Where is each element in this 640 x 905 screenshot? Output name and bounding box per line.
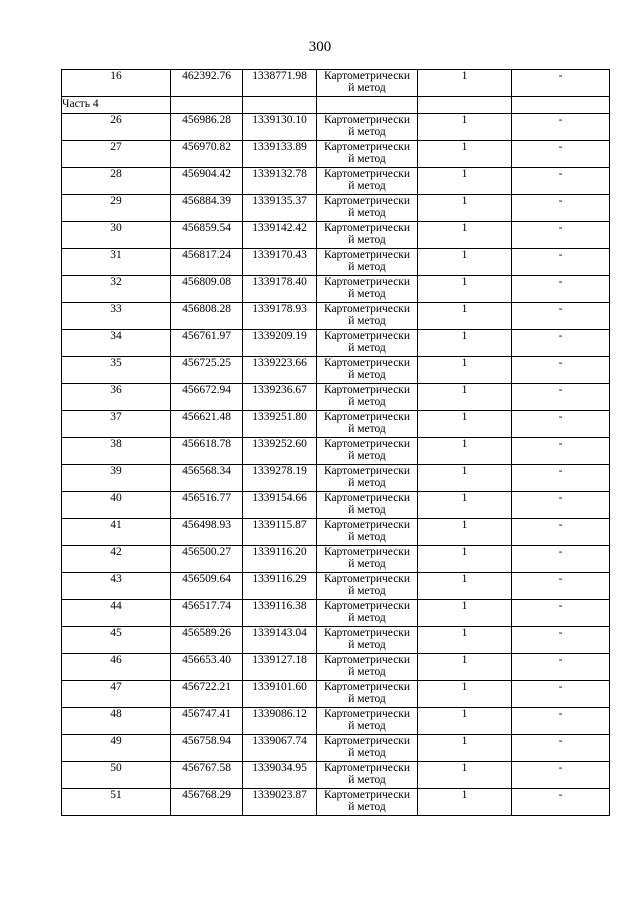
method-cell — [317, 465, 418, 492]
method-line-2: й метод — [348, 153, 386, 165]
coordinate-y: 1339067.74 — [243, 735, 317, 762]
note-value: - — [512, 681, 610, 708]
point-number: 45 — [62, 627, 171, 654]
method-line-1: Картометрически — [323, 492, 411, 504]
method-line-1: Картометрически — [323, 70, 411, 82]
note-value: - — [512, 141, 610, 168]
method-cell — [317, 546, 418, 573]
note-value: - — [512, 654, 610, 681]
method-line-2: й метод — [348, 234, 386, 246]
method-cell — [317, 573, 418, 600]
method-cell — [317, 330, 418, 357]
method-line-2: й метод — [348, 423, 386, 435]
note-value: - — [512, 735, 610, 762]
note-value: - — [512, 384, 610, 411]
coordinate-y: 1339143.04 — [243, 627, 317, 654]
point-number: 26 — [62, 114, 171, 141]
coordinate-x: 456859.54 — [171, 222, 243, 249]
table-row — [62, 276, 610, 303]
method-line-1: Картометрически — [323, 195, 411, 207]
coordinate-y: 1339116.20 — [243, 546, 317, 573]
table-row — [62, 681, 610, 708]
method-line-2: й метод — [348, 126, 386, 138]
point-number: 40 — [62, 492, 171, 519]
empty-cell — [171, 97, 243, 114]
point-number: 27 — [62, 141, 171, 168]
accuracy-value: 1 — [418, 600, 512, 627]
method-cell — [317, 276, 418, 303]
accuracy-value: 1 — [418, 330, 512, 357]
coordinate-y: 1339178.93 — [243, 303, 317, 330]
table-row — [62, 222, 610, 249]
coordinate-y: 1339132.78 — [243, 168, 317, 195]
coordinate-x: 456672.94 — [171, 384, 243, 411]
table-row — [62, 114, 610, 141]
method-cell — [317, 438, 418, 465]
accuracy-value: 1 — [418, 70, 512, 97]
coordinate-x: 456500.27 — [171, 546, 243, 573]
coordinate-x: 456653.40 — [171, 654, 243, 681]
method-line-2: й метод — [348, 774, 386, 786]
coordinate-y: 1338771.98 — [243, 70, 317, 97]
part-label: Часть 4 — [62, 97, 171, 114]
method-line-1: Картометрически — [323, 303, 411, 315]
method-cell — [317, 681, 418, 708]
method-line-1: Картометрически — [323, 330, 411, 342]
point-number: 28 — [62, 168, 171, 195]
note-value: - — [512, 789, 610, 816]
table-row — [62, 519, 610, 546]
method-line-1: Картометрически — [323, 789, 411, 801]
accuracy-value: 1 — [418, 465, 512, 492]
coordinate-y: 1339209.19 — [243, 330, 317, 357]
method-cell — [317, 600, 418, 627]
coordinate-y: 1339116.38 — [243, 600, 317, 627]
method-line-2: й метод — [348, 342, 386, 354]
coordinate-y: 1339034.95 — [243, 762, 317, 789]
method-line-2: й метод — [348, 477, 386, 489]
coordinate-y: 1339127.18 — [243, 654, 317, 681]
accuracy-value: 1 — [418, 762, 512, 789]
coordinate-y: 1339236.67 — [243, 384, 317, 411]
note-value: - — [512, 708, 610, 735]
point-number: 47 — [62, 681, 171, 708]
coordinate-x: 456986.28 — [171, 114, 243, 141]
accuracy-value: 1 — [418, 627, 512, 654]
accuracy-value: 1 — [418, 411, 512, 438]
note-value: - — [512, 114, 610, 141]
coordinate-x: 456517.74 — [171, 600, 243, 627]
method-line-2: й метод — [348, 369, 386, 381]
method-cell — [317, 70, 418, 97]
method-cell — [317, 411, 418, 438]
note-value: - — [512, 546, 610, 573]
method-line-2: й метод — [348, 585, 386, 597]
method-cell — [317, 357, 418, 384]
coordinate-x: 456884.39 — [171, 195, 243, 222]
point-number: 30 — [62, 222, 171, 249]
accuracy-value: 1 — [418, 681, 512, 708]
note-value: - — [512, 762, 610, 789]
coordinates-table-body — [62, 70, 610, 816]
method-cell — [317, 249, 418, 276]
table-row — [62, 627, 610, 654]
coordinate-y: 1339023.87 — [243, 789, 317, 816]
method-line-2: й метод — [348, 666, 386, 678]
coordinate-x: 456761.97 — [171, 330, 243, 357]
note-value: - — [512, 573, 610, 600]
method-line-2: й метод — [348, 531, 386, 543]
accuracy-value: 1 — [418, 249, 512, 276]
accuracy-value: 1 — [418, 546, 512, 573]
point-number: 50 — [62, 762, 171, 789]
coordinate-y: 1339252.60 — [243, 438, 317, 465]
coordinate-y: 1339133.89 — [243, 141, 317, 168]
point-number: 43 — [62, 573, 171, 600]
note-value: - — [512, 411, 610, 438]
coordinate-y: 1339086.12 — [243, 708, 317, 735]
accuracy-value: 1 — [418, 114, 512, 141]
coordinate-x: 456509.64 — [171, 573, 243, 600]
method-cell — [317, 735, 418, 762]
point-number: 39 — [62, 465, 171, 492]
coordinate-y: 1339135.37 — [243, 195, 317, 222]
point-number: 32 — [62, 276, 171, 303]
method-line-1: Картометрически — [323, 546, 411, 558]
table-row — [62, 357, 610, 384]
method-line-1: Картометрически — [323, 681, 411, 693]
table-row — [62, 195, 610, 222]
accuracy-value: 1 — [418, 789, 512, 816]
point-number: 35 — [62, 357, 171, 384]
method-line-1: Картометрически — [323, 114, 411, 126]
point-number: 41 — [62, 519, 171, 546]
coordinate-x: 456722.21 — [171, 681, 243, 708]
method-cell — [317, 492, 418, 519]
accuracy-value: 1 — [418, 384, 512, 411]
method-line-1: Картометрически — [323, 411, 411, 423]
point-number: 31 — [62, 249, 171, 276]
note-value: - — [512, 492, 610, 519]
note-value: - — [512, 357, 610, 384]
method-line-1: Картометрически — [323, 627, 411, 639]
method-line-1: Картометрически — [323, 384, 411, 396]
method-line-2: й метод — [348, 639, 386, 651]
coordinate-x: 456758.94 — [171, 735, 243, 762]
accuracy-value: 1 — [418, 168, 512, 195]
note-value: - — [512, 600, 610, 627]
table-row — [62, 438, 610, 465]
point-number: 44 — [62, 600, 171, 627]
point-number: 36 — [62, 384, 171, 411]
method-line-2: й метод — [348, 207, 386, 219]
coordinate-x: 456808.28 — [171, 303, 243, 330]
coordinate-y: 1339223.66 — [243, 357, 317, 384]
note-value: - — [512, 276, 610, 303]
method-line-1: Картометрически — [323, 168, 411, 180]
method-cell — [317, 762, 418, 789]
method-line-1: Картометрически — [323, 519, 411, 531]
method-line-2: й метод — [348, 82, 386, 94]
point-number: 38 — [62, 438, 171, 465]
accuracy-value: 1 — [418, 195, 512, 222]
method-line-1: Картометрически — [323, 762, 411, 774]
coordinate-x: 456516.77 — [171, 492, 243, 519]
coordinate-y: 1339116.29 — [243, 573, 317, 600]
accuracy-value: 1 — [418, 303, 512, 330]
empty-cell — [418, 97, 512, 114]
point-number: 16 — [62, 70, 171, 97]
accuracy-value: 1 — [418, 141, 512, 168]
method-line-2: й метод — [348, 801, 386, 813]
method-line-2: й метод — [348, 261, 386, 273]
coordinate-x: 456747.41 — [171, 708, 243, 735]
table-row — [62, 654, 610, 681]
method-line-1: Картометрически — [323, 654, 411, 666]
table-row — [62, 465, 610, 492]
method-cell — [317, 654, 418, 681]
point-number: 48 — [62, 708, 171, 735]
accuracy-value: 1 — [418, 276, 512, 303]
note-value: - — [512, 438, 610, 465]
note-value: - — [512, 70, 610, 97]
accuracy-value: 1 — [418, 654, 512, 681]
empty-cell — [243, 97, 317, 114]
accuracy-value: 1 — [418, 519, 512, 546]
point-number: 37 — [62, 411, 171, 438]
point-number: 46 — [62, 654, 171, 681]
table-row — [62, 573, 610, 600]
coordinate-x: 456768.29 — [171, 789, 243, 816]
coordinate-x: 456589.26 — [171, 627, 243, 654]
method-line-2: й метод — [348, 504, 386, 516]
table-row — [62, 70, 610, 97]
table-row — [62, 492, 610, 519]
part-header-row — [62, 97, 610, 114]
method-line-1: Картометрически — [323, 735, 411, 747]
method-line-1: Картометрически — [323, 600, 411, 612]
table-row — [62, 141, 610, 168]
coordinate-y: 1339115.87 — [243, 519, 317, 546]
method-line-2: й метод — [348, 180, 386, 192]
coordinate-y: 1339251.80 — [243, 411, 317, 438]
method-line-1: Картометрически — [323, 708, 411, 720]
method-cell — [317, 222, 418, 249]
coordinate-y: 1339142.42 — [243, 222, 317, 249]
coordinate-x: 456767.58 — [171, 762, 243, 789]
point-number: 29 — [62, 195, 171, 222]
accuracy-value: 1 — [418, 735, 512, 762]
note-value: - — [512, 249, 610, 276]
table-row — [62, 330, 610, 357]
method-line-2: й метод — [348, 396, 386, 408]
note-value: - — [512, 168, 610, 195]
point-number: 33 — [62, 303, 171, 330]
method-line-2: й метод — [348, 747, 386, 759]
coordinate-y: 1339154.66 — [243, 492, 317, 519]
coordinate-y: 1339130.10 — [243, 114, 317, 141]
table-row — [62, 708, 610, 735]
table-row — [62, 762, 610, 789]
table-row — [62, 735, 610, 762]
empty-cell — [317, 97, 418, 114]
table-row — [62, 303, 610, 330]
method-cell — [317, 384, 418, 411]
point-number: 51 — [62, 789, 171, 816]
coordinate-y: 1339170.43 — [243, 249, 317, 276]
method-line-1: Картометрически — [323, 249, 411, 261]
method-cell — [317, 303, 418, 330]
method-cell — [317, 627, 418, 654]
method-cell — [317, 708, 418, 735]
accuracy-value: 1 — [418, 492, 512, 519]
coordinate-x: 456817.24 — [171, 249, 243, 276]
note-value: - — [512, 519, 610, 546]
coordinate-x: 456621.48 — [171, 411, 243, 438]
coordinate-y: 1339178.40 — [243, 276, 317, 303]
table-row — [62, 411, 610, 438]
coordinate-x: 456498.93 — [171, 519, 243, 546]
table-row — [62, 168, 610, 195]
coordinate-x: 462392.76 — [171, 70, 243, 97]
coordinates-table — [61, 69, 610, 816]
table-row — [62, 546, 610, 573]
accuracy-value: 1 — [418, 573, 512, 600]
page-number: 300 — [308, 39, 332, 55]
method-line-1: Картометрически — [323, 222, 411, 234]
note-value: - — [512, 222, 610, 249]
note-value: - — [512, 195, 610, 222]
method-line-1: Картометрически — [323, 438, 411, 450]
accuracy-value: 1 — [418, 357, 512, 384]
note-value: - — [512, 465, 610, 492]
point-number: 42 — [62, 546, 171, 573]
coordinate-y: 1339101.60 — [243, 681, 317, 708]
coordinate-x: 456725.25 — [171, 357, 243, 384]
table-row — [62, 249, 610, 276]
coordinate-y: 1339278.19 — [243, 465, 317, 492]
coordinate-x: 456970.82 — [171, 141, 243, 168]
coordinate-x: 456568.34 — [171, 465, 243, 492]
method-cell — [317, 114, 418, 141]
coordinate-x: 456618.78 — [171, 438, 243, 465]
method-cell — [317, 519, 418, 546]
accuracy-value: 1 — [418, 708, 512, 735]
table-row — [62, 384, 610, 411]
method-cell — [317, 168, 418, 195]
method-line-2: й метод — [348, 558, 386, 570]
method-line-2: й метод — [348, 288, 386, 300]
table-row — [62, 600, 610, 627]
method-cell — [317, 789, 418, 816]
method-line-2: й метод — [348, 315, 386, 327]
note-value: - — [512, 303, 610, 330]
table-row — [62, 789, 610, 816]
method-line-1: Картометрически — [323, 573, 411, 585]
note-value: - — [512, 330, 610, 357]
empty-cell — [512, 97, 610, 114]
method-cell — [317, 195, 418, 222]
method-line-2: й метод — [348, 720, 386, 732]
method-line-1: Картометрически — [323, 357, 411, 369]
method-line-1: Картометрически — [323, 276, 411, 288]
accuracy-value: 1 — [418, 222, 512, 249]
method-cell — [317, 141, 418, 168]
method-line-2: й метод — [348, 693, 386, 705]
method-line-1: Картометрически — [323, 465, 411, 477]
coordinate-x: 456904.42 — [171, 168, 243, 195]
method-line-2: й метод — [348, 612, 386, 624]
method-line-1: Картометрически — [323, 141, 411, 153]
note-value: - — [512, 627, 610, 654]
method-line-2: й метод — [348, 450, 386, 462]
point-number: 34 — [62, 330, 171, 357]
accuracy-value: 1 — [418, 438, 512, 465]
point-number: 49 — [62, 735, 171, 762]
coordinate-x: 456809.08 — [171, 276, 243, 303]
